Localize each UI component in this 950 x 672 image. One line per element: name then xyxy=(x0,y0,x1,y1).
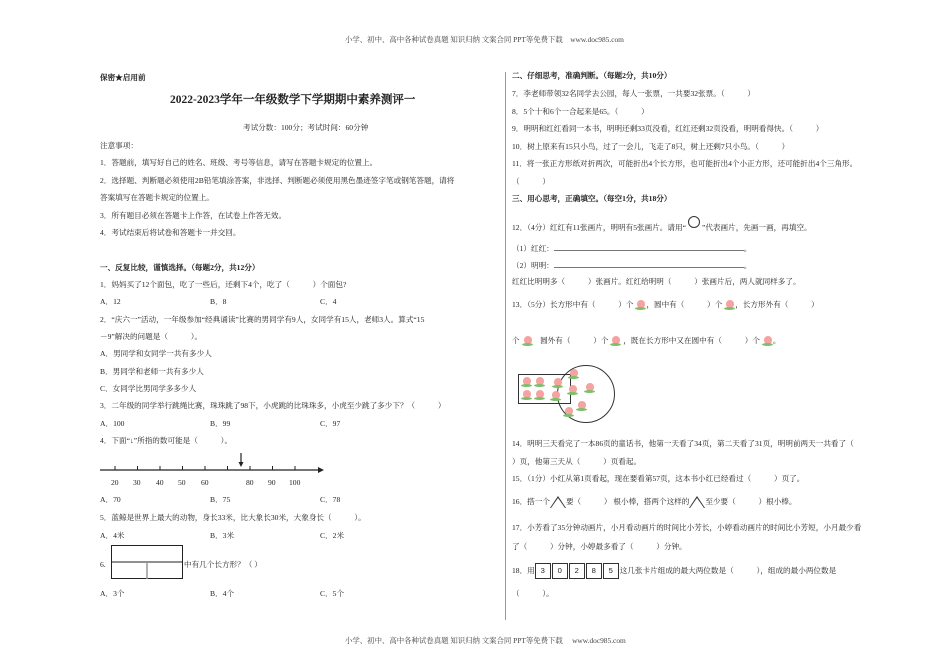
option-b: B．99 xyxy=(210,419,231,428)
option-a: A．12 xyxy=(100,297,121,306)
option-a: A．3个 xyxy=(100,589,125,598)
text: 18．用 xyxy=(512,566,535,575)
text: 要（ ） 根小棒，搭两个这样的 xyxy=(565,497,690,506)
question-5: 5．蓝鲸是世界上最大的动物，身长33米，比大象长30米，大象身长（ ）。 xyxy=(100,513,366,522)
peach-icon xyxy=(521,390,532,400)
option-a: A．男同学和女同学一共有多少人 xyxy=(100,349,212,358)
option-a: A．100 xyxy=(100,419,125,428)
question-11: 11．将一张正方形纸对折两次，可能折出4个长方形，也可能折出4个小正方形，还可能折出4个三角形。 xyxy=(512,159,858,168)
number-card: 5 xyxy=(603,563,619,579)
question-18 xyxy=(512,563,836,579)
note: 3．所有题目必须在答题卡上作答，在试卷上作答无效。 xyxy=(100,211,287,220)
peach-icon xyxy=(567,385,578,395)
text: 个 xyxy=(512,336,520,345)
question-12 xyxy=(512,216,812,234)
question-3: 3．二年级的同学举行跳绳比赛，珠珠跳了98下，小虎跳的比珠珠多，小虎至少跳了多少下？（ ） xyxy=(100,401,446,410)
label: （1）红红： xyxy=(512,244,554,253)
question-13 xyxy=(512,299,819,311)
tick-label: 20 xyxy=(111,478,119,487)
question-2: 2．“庆六一”活动，一年级参加“经典诵读”比赛的男同学有9人，女同学有15人，老师3人。算式“15 xyxy=(100,315,425,324)
option-b: B．3米 xyxy=(210,531,235,540)
note: 4．考试结束后将试卷和答题卡一并交回。 xyxy=(100,228,241,237)
question-18-cont: （ ）。 xyxy=(512,589,554,598)
section-3-title: 三、用心思考，正确填空。（每空1分，共18分） xyxy=(512,194,672,203)
triangle-icon xyxy=(550,496,566,508)
column-divider xyxy=(505,72,506,620)
page-header: 小学、初中、高中各种试卷真题 知识归纳 文案合同 PPT等免费下载 www.doc985.com xyxy=(345,35,624,44)
question-15: 15．（1分）小红从第1页看起，现在要看第57页，这本书小红已经看过（ ）页了。 xyxy=(512,474,805,483)
option-c: C．78 xyxy=(320,495,341,504)
exam-info: 考试分数：100分；考试时间：60分钟 xyxy=(243,123,369,132)
text: ，圆中有（ ）个 xyxy=(646,300,723,309)
question-9: 9．明明和红红看同一本书，明明还剩33页没看，红红还剩32页没看，明明看得快。（ ） xyxy=(512,124,824,133)
period: 。 xyxy=(743,244,752,253)
exam-title: 2022-2023学年一年级数学下学期期中素养测评一 xyxy=(170,94,416,106)
tick-label: 30 xyxy=(133,478,141,487)
peach-icon xyxy=(576,401,587,411)
option-b: B．75 xyxy=(210,495,231,504)
question-14: 14．明明三天看完了一本86页的童话书，他第一天看了34页，第二天看了31页，明明前两天一共看了（ xyxy=(512,439,854,448)
note: 答案填写在答题卡规定的位置上。 xyxy=(100,193,214,202)
peach-icon xyxy=(534,390,545,400)
question-17-cont: 了（ ）分钟，小婷最多看了（ ）分钟。 xyxy=(512,542,687,551)
peach-icon xyxy=(534,377,545,387)
q12-part1 xyxy=(512,242,751,255)
text: 13．（5分）长方形中有（ ）个 xyxy=(512,300,634,309)
note: 1．答题前，填写好自己的姓名、班级、考号等信息，请写在答题卡规定的位置上。 xyxy=(100,158,378,167)
option-c: C．97 xyxy=(320,419,341,428)
option-c: C．女同学比男同学多多少人 xyxy=(100,384,197,393)
question-14-cont: ）页，他第三天从（ ）页看起。 xyxy=(512,457,642,466)
section-2-title: 二、仔细思考，准确判断。（每题2分，共10分） xyxy=(512,71,672,80)
text: 。 xyxy=(772,336,781,345)
tick-label: 50 xyxy=(178,478,186,487)
peach-icon xyxy=(762,336,773,346)
text: 这几张卡片组成的最大两位数是（ ），组成的最小两位数是 xyxy=(619,566,837,575)
peach-icon xyxy=(610,336,621,346)
peach-icon xyxy=(724,300,735,310)
option-b: B．男同学和老师一共有多少人 xyxy=(100,367,204,376)
peach-icon xyxy=(584,383,595,393)
number-card: 8 xyxy=(586,563,602,579)
peach-icon xyxy=(568,369,579,379)
section-1-title: 一、反复比较，谨慎选择。（每题2分，共12分） xyxy=(100,263,260,272)
triangle-icon xyxy=(689,496,705,508)
note: 2．选择题、判断题必须使用2B铅笔填涂答案，非选择、判断题必须使用黑色墨迹签字笔或钢笔答题，请将 xyxy=(100,176,455,185)
peach-venn-diagram xyxy=(516,363,606,425)
question-4: 4．下面“↓”所指的数可能是（ ）。 xyxy=(100,436,233,445)
peach-icon xyxy=(552,378,563,388)
period: 。 xyxy=(743,261,752,270)
number-card: 2 xyxy=(569,563,585,579)
q12-part2 xyxy=(512,259,751,272)
answer-line xyxy=(554,259,744,268)
text: 16．搭一个 xyxy=(512,497,550,506)
q12-fill: 红红比明明多（ ）张画片。红红给明明（ ）张画片后，两人就同样多了。 xyxy=(512,277,801,286)
tick-label: 60 xyxy=(201,478,209,487)
page-footer: 小学、初中、高中各种试卷真题 知识归纳 文案合同 PPT等免费下载 www.doc985.com xyxy=(345,636,626,645)
option-c: C．4 xyxy=(320,297,337,306)
number-card: 3 xyxy=(535,563,551,579)
question-13-cont xyxy=(512,335,780,347)
peach-icon xyxy=(635,300,646,310)
peach-icon xyxy=(522,336,533,346)
tick-label: 80 xyxy=(246,478,254,487)
question-1: 1．妈妈买了12个面包，吃了一些后，还剩下4个，吃了（ ）个面包? xyxy=(100,280,347,289)
label: （2）明明： xyxy=(512,261,554,270)
tick-label: 100 xyxy=(289,478,301,487)
tick-label: 90 xyxy=(268,478,276,487)
question-7: 7．李老师带领32名同学去公园，每人一张票，一共要32张票。（ ） xyxy=(512,89,755,98)
arrow-down-icon xyxy=(239,462,244,467)
circle-icon xyxy=(688,216,700,228)
question-17: 17．小芳看了35分钟动画片，小月看动画片的时间比小芳长，小婷看动画片的时间比小芳短，小月最少看 xyxy=(512,523,862,532)
option-b: B．4个 xyxy=(210,589,235,598)
question-10: 10．树上原来有15只小鸟，过了一会儿，飞走了8只，树上还剩7只小鸟。（ ） xyxy=(512,142,790,151)
question-8: 8．5个十和6个一合起来是65。（ ） xyxy=(512,107,649,116)
option-c: C．5个 xyxy=(320,589,345,598)
number-card: 0 xyxy=(552,563,568,579)
question-11-answer: （ ） xyxy=(512,177,550,186)
q12-text: ”代表画片，先画一画，再填空。 xyxy=(701,223,812,232)
option-c: C．2米 xyxy=(320,531,345,540)
peach-icon xyxy=(550,391,561,401)
rectangle-figure xyxy=(111,545,185,581)
option-a: A．4米 xyxy=(100,531,125,540)
secret-label: 保密★启用前 xyxy=(100,73,146,82)
text: ，既在长方形中又在圆中有（ ）个 xyxy=(623,336,760,345)
option-b: B．8 xyxy=(210,297,227,306)
peach-icon xyxy=(521,377,532,387)
question-6: 中有几个长方形？（ ） xyxy=(184,560,262,569)
text: ，长方形外有（ ） xyxy=(735,300,819,309)
q12-text: 12．（4分）红红有11张画片，明明有5张画片。请用“ xyxy=(512,223,686,232)
option-a: A．70 xyxy=(100,495,121,504)
tick-label: 40 xyxy=(156,478,164,487)
peach-icon xyxy=(563,407,574,417)
question-6-number: 6. xyxy=(100,560,106,569)
text: 圆外有（ ）个 xyxy=(540,336,609,345)
text: 至少要（ ）根小棒。 xyxy=(705,497,797,506)
question-16 xyxy=(512,496,797,508)
answer-line xyxy=(554,242,744,251)
notes-title: 注意事项： xyxy=(100,141,138,150)
question-2-cont: －9”解决的问题是（ ）。 xyxy=(100,332,203,341)
